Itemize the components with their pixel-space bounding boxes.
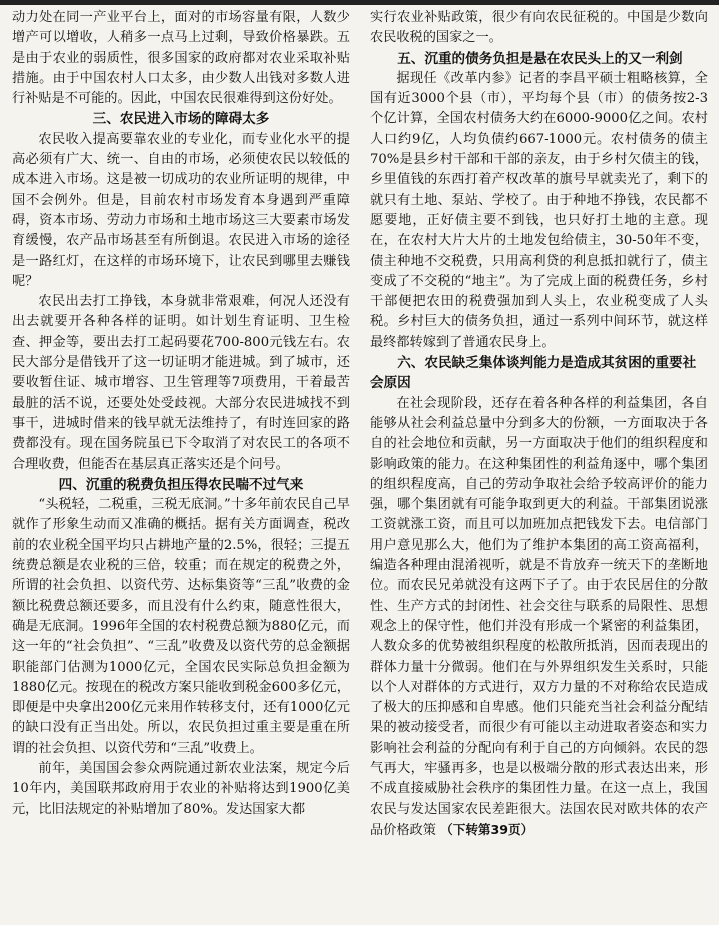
paragraph-continued: 实行农业补贴政策，很少有向农民征税的。中国是少数向农民收税的国家之一。 bbox=[370, 10, 708, 46]
paragraph-s6-1 bbox=[370, 394, 708, 842]
paragraph-s4-1: “头税轻，二税重，三税无底洞。”十多年前农民自己早就作了形象生动而又准确的概括。据有关方面调查，税改前的农业税全国平均只占耕地产量的2.5%，很轻；三提五统费总额是农业税的三倍，较重；而在规定的税费之外，所谓的社会负担、以资代劳、达标集资等“三乱”收费的金额比税费总额还要多，而且没有什么约束，随意性很大，确是无底洞。1996年全国的农村税费总额为880亿元，而这一年的“社会负担”、“三乱”收费及以资代劳的总金额据职能部门估测为1000亿元，全国农民实际总负担金额为1880亿元。按现在的税改方案只能收到税金600多亿元，即便是中央拿出200亿元来用作转移支付，还有1000亿元的缺口没有正当出处。所以，农民负担过重主要是重在所谓的社会负担、以资代劳和“三乱”收费上。 bbox=[12, 497, 350, 756]
left-column bbox=[12, 8, 350, 820]
section-heading-3: 三、农民进入市场的障碍太多 bbox=[92, 111, 270, 128]
paragraph-intro: 动力处在同一产业平台上，面对的市场容量有限，人数少增产可以增收，人稍多一点马上过剩，导致价格暴跌。五是由于农业的弱质性，很多国家的政府都对农业采取补贴措施。由于中国农村人口太多，由少数人出钱对多数人进行补贴是不可能的。因此，中国农民很难得到这份好处。 bbox=[12, 10, 350, 107]
section-heading-4: 四、沉重的税费负担压得农民喘不过气来 bbox=[58, 476, 304, 493]
paragraph-s4-2: 前年，美国国会参众两院通过新农业法案，规定今后10年内，美国联邦政府用于农业的补贴将达到1900亿美元，比旧法规定的补贴增加了80%。发达国家大都 bbox=[12, 760, 350, 817]
paragraph-s5-1: 据现任《改革内参》记者的李昌平硕士粗略核算，全国有近3000个县（市），平均每个县（市）的债务按2-3个亿计算，全国农村债务大约在6000-9000亿之间。农村人口约9亿，人均负债约667-1000元。农村债务的债主70%是县乡村干部和干部的亲友，由于乡村欠债主的钱，乡里值钱的东西打着产权改革的旗号早就卖光了，剩下的就只有土地、泵站、学校了。由于种地不挣钱，农民都不愿要地，正好债主要不到钱，也只好打土地的主意。现在，在农村大片大片的土地发包给债主，30-50年不变，债主种地不交税费，只用高利贷的利息抵扣就行了，债主变成了不交税的“地主”。为了完成上面的税费任务，乡村干部便把农田的税费强加到人头上，农业税变成了人头税。乡村巨大的债务负担，通过一系列中间环节，就这样最终都转嫁到了普通农民身上。 bbox=[370, 70, 708, 350]
section-heading-6: 六、农民缺乏集体谈判能力是造成其贫困的重要社会原因 bbox=[370, 355, 697, 392]
page-top-rule bbox=[0, 0, 719, 5]
paragraph-s3-1: 农民收入提高要靠农业的专业化，而专业化水平的提高必须有广大、统一、自由的市场，必须使农民以较低的成本进入市场。这是被一切成功的农业所证明的规律，中国不会例外。但是，目前农村市场发育本身遇到严重障碍，资本市场、劳动力市场和土地市场这三大要素市场发育缓慢，农产品市场甚至有所倒退。农民进入市场的途径是一路红灯，在这样的市场环境下，让农民到哪里去赚钱呢？ bbox=[12, 131, 350, 289]
section-heading-5: 五、沉重的债务负担是悬在农民头上的又一利剑 bbox=[397, 50, 683, 67]
paragraph-s6-1-text: 在社会现阶段，还存在着各种各样的利益集团，各自能够从社会利益总量中分到多大的份额，一方面取决于各自的社会地位和贡献，另一方面取决于他们的组织程度和影响政策的能力。在这种集团性的利益角逐中，哪个集团的组织程度高，自己的劳动争取社会给予较高评价的能力强，哪个集团就有可能争取到更大的利益。干部集团说涨工资就涨工资，而且可以加班加点把钱发下去。电信部门用户意见那么大，他们为了维护本集团的高工资高福利，编造各种理由混淆视听，就是不肯放弃一统天下的垄断地位。而农民兄弟就没有这两下子了。由于农民居住的分散性、生产方式的封闭性、社会交往与联系的局限性、思想观念上的保守性，他们并没有形成一个紧密的利益集团，人数众多的优势被组织程度的松散所抵消，因而表现出的群体力量十分微弱。他们在与外界组织发生关系时，只能以个人对群体的方式进行，双方力量的不对称给农民造成了极大的压抑感和自卑感。他们只能充当社会利益分配结果的被动接受者，而很少有可能以主动进取者姿态和实力影响社会利益的分配向有利于自己的方向倾斜。农民的怨气再大，牢骚再多，也是以极端分散的形式表达出来，形不成直接威胁社会秩序的集团性力量。在这一点上，我国农民与发达国家农民差距很大。法国农民对欧共体的农产品价格政策 bbox=[370, 395, 708, 838]
paragraph-s3-2: 农民出去打工挣钱，本身就非常艰难，何况人还没有出去就要开各种各样的证明。如计划生育证明、卫生检查、押金等，要出去打工起码要花700-800元钱左右。农民大部分是借钱开了这一切证明才能进城。到了城市，还要收暂住证、城市增容、卫生管理等7项费用，干着最苦最脏的活不说，还要处处受歧视。大部分农民进城找不到事干，进城时借来的钱早就无法维持了，有时连回家的路费都没有。现在国务院虽已下令取消了对农民工的各项不合理收费，但能否在基层真正落实还是个问号。 bbox=[12, 294, 350, 472]
continued-note: （下转第39页） bbox=[440, 821, 534, 837]
right-column bbox=[370, 8, 708, 841]
